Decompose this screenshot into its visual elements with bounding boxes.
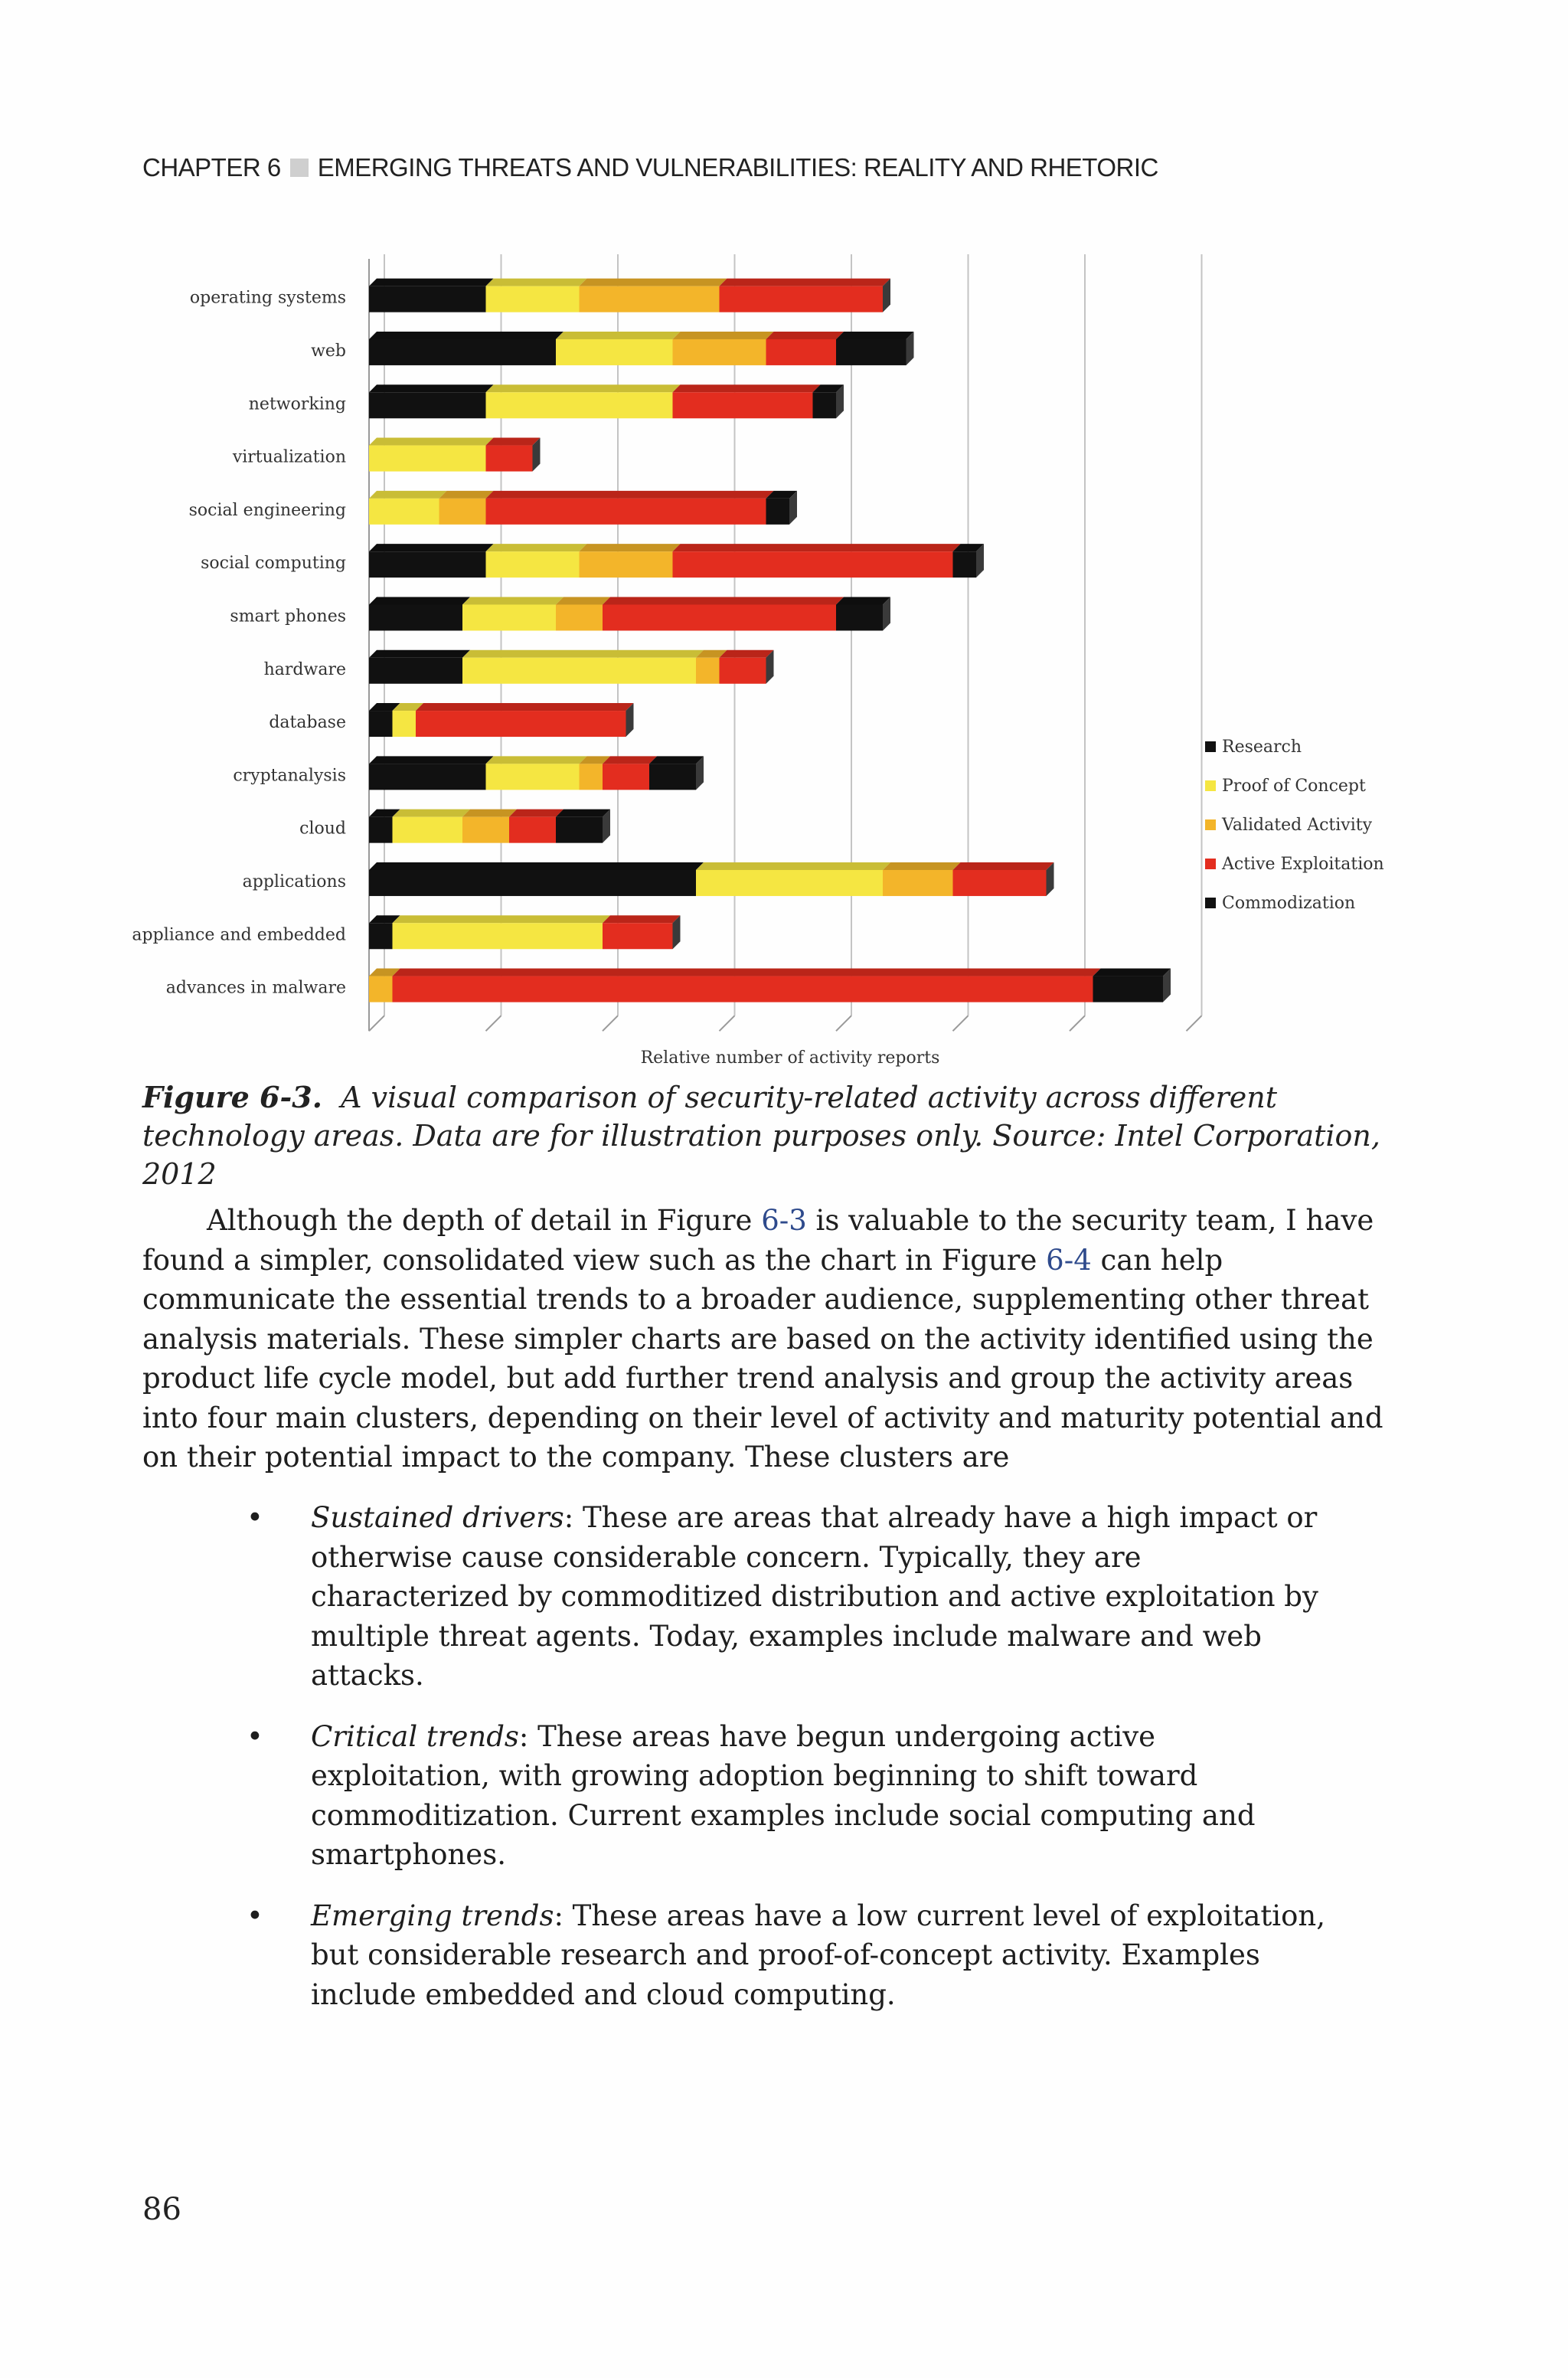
bar-segment	[603, 764, 649, 790]
bar-segment	[393, 976, 1093, 1003]
bar-segment	[580, 286, 720, 312]
bar-segment	[486, 551, 580, 577]
figure-caption-text: A visual comparison of security-related activity across different technology areas. Data are for illustration purposes only. Source: Intel Corporation, 2012	[142, 1081, 1380, 1191]
bullet-text: : These areas have begun undergoing active exploitation, with growing adoption beginning to shift toward commoditization. Current examples include social computing and smartphones.	[311, 1719, 1256, 1871]
bar-segment	[603, 923, 673, 949]
bar-segment-top	[556, 332, 681, 339]
legend-label: Research	[1222, 738, 1302, 757]
bar-segment-top	[393, 969, 1101, 976]
bullet-term: Emerging trends	[311, 1899, 554, 1932]
legend-label: Proof of Concept	[1222, 777, 1366, 796]
bullet-icon: •	[247, 1719, 263, 1753]
bar-segment-top	[486, 438, 541, 446]
bar-segment	[813, 392, 837, 418]
bar-segment-top	[1093, 969, 1171, 976]
legend-swatch	[1205, 780, 1216, 791]
bar-segment	[486, 764, 580, 790]
bar-segment	[369, 923, 393, 949]
bar-segment	[509, 817, 556, 843]
bar-segment	[369, 976, 393, 1003]
category-label: database	[269, 713, 346, 733]
bar-segment-top	[369, 438, 494, 446]
bar-segment	[462, 658, 696, 684]
bullet-term: Critical trends	[311, 1719, 519, 1753]
bar-segment	[369, 764, 486, 790]
bar-segment	[486, 446, 533, 472]
bar-segment-top	[369, 332, 564, 339]
axis-tick	[1070, 1016, 1085, 1031]
bullet-icon: •	[247, 1899, 263, 1932]
bar-segment	[369, 551, 486, 577]
bar-segment	[369, 446, 486, 472]
bar-segment-top	[720, 279, 891, 286]
list-item	[142, 1896, 1337, 2015]
bar-segment	[580, 551, 673, 577]
list-item	[142, 1717, 1337, 1875]
bar-segment-top	[953, 862, 1054, 870]
bar-segment-top	[580, 279, 727, 286]
bar-segment	[369, 499, 439, 525]
separator-square-icon	[290, 159, 309, 177]
category-label: social computing	[201, 554, 346, 574]
bar-segment-top	[393, 810, 471, 817]
bar-segment-top	[836, 332, 914, 339]
bar-segment-top	[369, 650, 470, 658]
running-header	[142, 153, 1158, 182]
bar-segment-top	[486, 384, 681, 392]
figure-ref-6-3[interactable]: 6-3	[761, 1204, 807, 1237]
bar-segment	[486, 286, 580, 312]
bar-segment	[836, 339, 906, 365]
bar-segment-top	[603, 915, 681, 923]
bar-segment-top	[369, 279, 494, 286]
axis-tick	[1187, 1016, 1202, 1031]
bar-segment	[462, 604, 556, 630]
bar-segment	[369, 286, 486, 312]
list-item	[142, 1498, 1337, 1696]
bar-segment	[603, 604, 836, 630]
category-label: applications	[242, 872, 346, 891]
category-label: cloud	[299, 819, 346, 839]
bar-segment	[883, 870, 953, 896]
bullet-icon: •	[247, 1501, 263, 1534]
bar-segment	[369, 817, 393, 843]
bar-segment	[580, 764, 603, 790]
category-label: virtualization	[232, 447, 346, 467]
axis-tick	[603, 1016, 618, 1031]
bullet-term: Sustained drivers	[311, 1501, 564, 1534]
legend-label: Active Exploitation	[1222, 855, 1384, 874]
bar-segment-top	[836, 597, 890, 604]
bar-segment	[369, 711, 393, 737]
bar-segment-top	[603, 756, 657, 764]
category-label: appliance and embedded	[132, 925, 346, 945]
bar-segment	[393, 711, 416, 737]
legend-swatch	[1205, 898, 1216, 908]
bar-segment-top	[369, 756, 494, 764]
bar-segment-top	[369, 597, 470, 604]
figure-label: Figure 6-3.	[142, 1080, 322, 1114]
bar-segment-top	[603, 597, 844, 604]
bar-segment-top	[883, 862, 961, 870]
bar-segment-top	[416, 703, 634, 711]
bar-segment-top	[369, 862, 704, 870]
bar-segment	[393, 817, 463, 843]
bar-segment	[953, 870, 1047, 896]
bar-segment	[439, 499, 486, 525]
bar-segment	[649, 764, 696, 790]
bar-segment-top	[673, 332, 774, 339]
bar-segment-top	[462, 810, 517, 817]
chapter-label: CHAPTER 6	[142, 153, 281, 182]
bar-segment-top	[486, 544, 587, 551]
bar-segment	[696, 870, 883, 896]
bar-segment	[556, 817, 603, 843]
bar-segment-top	[486, 491, 774, 499]
bar-segment-top	[369, 544, 494, 551]
bar-segment-top	[556, 810, 610, 817]
bar-segment	[462, 817, 509, 843]
bar-segment-top	[486, 756, 587, 764]
bar-segment	[836, 604, 883, 630]
category-label: advances in malware	[165, 978, 346, 998]
legend-label: Validated Activity	[1222, 816, 1373, 835]
bar-segment-top	[720, 650, 774, 658]
category-label: networking	[248, 394, 346, 414]
bar-segment	[1093, 976, 1164, 1003]
bar-segment-top	[369, 491, 447, 499]
legend-swatch	[1205, 741, 1216, 752]
bar-segment	[369, 658, 462, 684]
axis-tick	[953, 1016, 969, 1031]
para-text-2: is valuable to the security team, I have found a simpler, consolidated view such as the chart in Figure	[142, 1204, 1374, 1277]
x-axis-label: Relative number of activity reports	[640, 1048, 940, 1068]
para-text-3: can help communicate the essential trends to a broader audience, supplementing other threat analysis materials. These simpler charts are based on the activity identified using the product life cycle model, but add further trend analysis and group the activity areas into four main clusters, depending on their level of activity and maturity potential and on their potential impact to the company. These clusters are	[142, 1243, 1383, 1474]
category-label: cryptanalysis	[233, 766, 346, 786]
bar-segment-top	[462, 597, 564, 604]
bar-segment	[486, 499, 766, 525]
bar-segment-top	[556, 597, 610, 604]
bar-segment-top	[393, 915, 611, 923]
bar-segment-top	[486, 279, 587, 286]
bar-segment	[556, 339, 673, 365]
legend-swatch	[1205, 819, 1216, 830]
bar-segment-top	[580, 544, 681, 551]
bar-segment	[486, 392, 673, 418]
axis-tick	[720, 1016, 735, 1031]
bar-segment-top	[766, 332, 844, 339]
bar-segment-top	[649, 756, 704, 764]
bar-segment-top	[696, 862, 890, 870]
bullet-text: : These are areas that already have a high impact or otherwise cause considerable concern. Typically, they are characterized by commoditized distribution and active exploitation by multiple threat agents. Today, examples include malware and web attacks.	[311, 1501, 1318, 1692]
bar-segment	[673, 339, 766, 365]
bar-segment	[766, 499, 790, 525]
bar-segment-top	[673, 384, 821, 392]
axis-tick	[836, 1016, 851, 1031]
bar-segment	[766, 339, 837, 365]
chapter-title: EMERGING THREATS AND VULNERABILITIES: REALITY AND RHETORIC	[317, 153, 1158, 182]
bar-segment	[369, 392, 486, 418]
cluster-list	[142, 1498, 1337, 2036]
para-text-1: Although the depth of detail in Figure	[207, 1204, 762, 1237]
bar-segment	[953, 551, 977, 577]
figure-ref-6-4[interactable]: 6-4	[1046, 1243, 1092, 1277]
body-paragraph	[142, 1201, 1413, 1477]
bar-segment	[369, 339, 556, 365]
bar-segment	[673, 551, 953, 577]
category-label: social engineering	[188, 500, 346, 520]
bar-segment	[393, 923, 603, 949]
legend-swatch	[1205, 859, 1216, 869]
bar-segment	[416, 711, 626, 737]
category-label: smart phones	[230, 607, 346, 626]
category-label: web	[311, 341, 346, 361]
bar-segment-top	[509, 810, 564, 817]
category-label: hardware	[263, 659, 346, 679]
bar-segment	[369, 870, 696, 896]
bar-segment	[369, 604, 462, 630]
page-number: 86	[142, 2192, 181, 2227]
bar-segment-top	[673, 544, 961, 551]
bar-segment	[556, 604, 603, 630]
bar-segment	[696, 658, 720, 684]
bar-segment	[720, 286, 884, 312]
category-label: operating systems	[189, 288, 346, 308]
bar-segment	[720, 658, 766, 684]
bar-segment-top	[439, 491, 494, 499]
activity-bar-chart	[132, 237, 1393, 1068]
bar-segment	[673, 392, 813, 418]
legend-label: Commodization	[1222, 894, 1356, 913]
axis-tick	[486, 1016, 501, 1031]
bar-segment-top	[369, 384, 494, 392]
figure-caption	[142, 1078, 1398, 1193]
bar-segment-top	[462, 650, 704, 658]
bullet-text: : These areas have a low current level of exploitation, but considerable research and proof-of-concept activity. Examples include embedded and cloud computing.	[311, 1899, 1326, 2011]
axis-tick	[369, 1016, 384, 1031]
